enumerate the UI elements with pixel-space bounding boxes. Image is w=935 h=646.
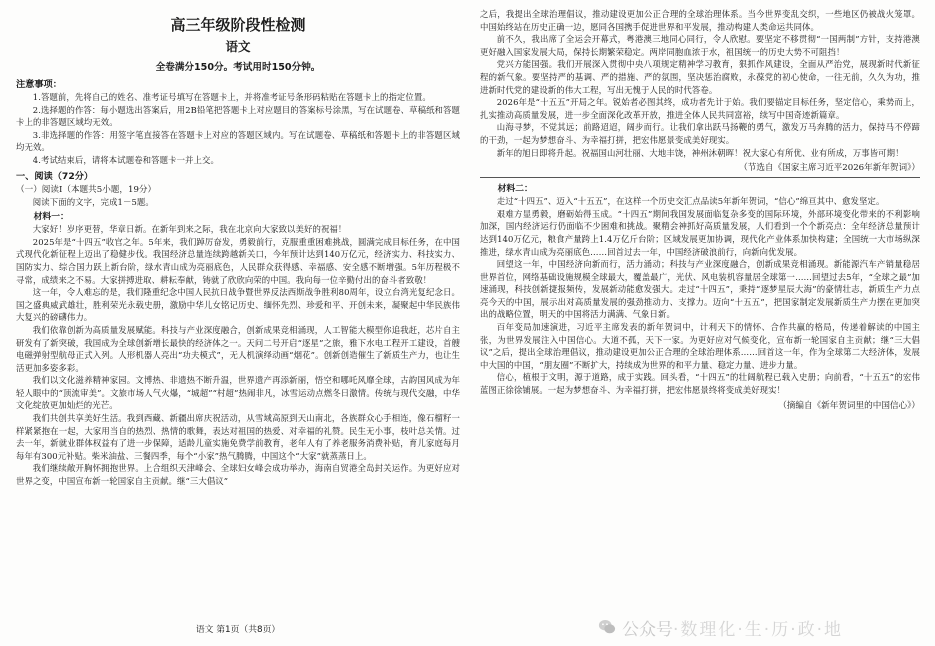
material1-source: （节选自《国家主席习近平2026年新年贺词》） — [739, 163, 920, 174]
left-column — [16, 8, 460, 488]
note-item: 1.答题前，先将自己的姓名、准考证号填写在答题卡上，并将准考证号条形码粘贴在答题卡上的指定位置。 — [32, 92, 431, 102]
note-item: 4.考试结束后，请将本试题卷和答题卡一并上交。 — [32, 154, 219, 165]
material2-label: 材料二： — [497, 184, 533, 195]
material1-paragraph: 之后，我提出全球治理倡议，推动建设更加公正合理的全球治理体系。当今世界变乱交织，一些地区仍被战火笼罩。中国始终站在历史正确一边，愿同各国携手促进世界和平发展，推动构建人类命运共同体。 — [480, 9, 920, 32]
exam-title: 高三年级阶段性检测 — [170, 16, 306, 34]
material1-paragraph: 2026年是“十五五”开局之年。锐始者必图其终，成功者先计于始。我们要锚定目标任务，坚定信心，乘势而上，扎实推动高质量发展，进一步全面深化改革开放，推进全体人民共同富裕，续写中国奇迹新篇章。 — [480, 97, 920, 120]
material1-paragraph: 我们依靠创新为高质量发展赋能。科技与产业深度融合，创新成果竞相涌现，人工智能大模型你追我赶，芯片自主研发有了新突破，我国成为全球创新增长最快的经济体之一。天问二号开启“逐星”之旅，雅下水电工程开工建设，首艘电磁弹射型航母正式入列。人形机器人亮出“功夫模式”，无人机演绎动画“烟花”。创新创造催生了新质生产力，也让生活更加多姿多彩。 — [16, 324, 460, 373]
note-item: 3.非选择题的作答：用签字笔直接答在答题卡上对应的答题区域内。写在试题卷、草稿纸和答题卡上的非答题区域均无效。 — [16, 129, 460, 153]
right-column — [480, 8, 920, 415]
material1-paragraph: 这一年，令人难忘的是，我们隆重纪念中国人民抗日战争暨世界反法西斯战争胜利80周年，设立台湾光复纪念日。国之盛典威武雄壮，胜利荣光永载史册，激励中华儿女铭记历史、缅怀先烈、珍爱和平、开创未来，凝聚起中华民族伟大复兴的磅礴伟力。 — [16, 287, 460, 323]
notes-heading: 注意事项： — [16, 79, 62, 90]
material2-source: （摘编自《新年贺词里的中国信心》） — [778, 400, 920, 411]
material1-paragraph: 我们继续敞开胸怀拥抱世界。上合组织天津峰会、全球妇女峰会成功举办，海南自贸港全岛封关运作。为更好应对世界之变，中国宣布新一轮国家自主贡献。继“三大倡议” — [16, 463, 460, 487]
section-heading: 一、阅读（72分） — [16, 170, 94, 182]
score-line: 全卷满分150分。考试用时150分钟。 — [155, 62, 321, 73]
material1-paragraph: 2025年是“十四五”收官之年。5年来，我们踔厉奋发，勇毅前行，克服重重困难挑战，圆满完成目标任务，在中国式现代化新征程上迈出了稳健步伐。我国经济总量连续跨越新关口，今年预计达到140万亿元，经济实力、科技实力、国防实力、综合国力跃上新台阶，绿水青山成为亮丽底色，人民群众获得感、幸福感、安全感不断增强。5年历程极不寻常，成绩来之不易。大家拼搏进取、耕耘奉献，铸就了欣欣向荣的中国。我向每一位辛勤付出的奋斗者致敬！ — [16, 236, 460, 285]
material1-paragraph: 我们以文化滋养精神家园。文博热、非遗热不断升温，世界遗产再添新丽，悟空和哪吒风靡全球，古韵国风成为年轻人眼中的“顶流审美”。文旅市场人气火爆，“城超”“村超”热闹非凡，冰雪运动点燃冬日激情。传统与现代交融，中华文化绽放更加灿烂的光芒。 — [16, 375, 460, 411]
exam-subject: 语文 — [225, 39, 251, 54]
material2-paragraph: 回望这一年，中国经济向新而行，活力涌动；科技与产业深度融合，创新成果竞相涌现。新能源汽车产销量稳居世界首位，网络基础设施规模全球最大，覆盖最广，光伏、风电装机容量居全球第一……回望过去5年，“全球之最”加速涌现，科技创新捷报频传，发展新动能愈发强大。走过“十四五”，秉持“逐梦星辰大海”的豪情壮志，新质生产力点亮今天的中国，展示出对高质量发展的强劲推动力、支撑力。迈向“十五五”，把国家制定发展新质生产力摆在更加突出的战略位置，明天的中国将活力满满、气象日新。 — [480, 259, 920, 320]
material2-paragraph: 艰难方显勇毅，磨砺始得玉成。“十四五”期间我国发展面临复杂多变的国际环境，外部环境变化带来的不利影响加深，国内经济运行仍面临不少困难和挑战。聚精会神抓好高质量发展，人们看到一个个新亮点：全年经济总量预计达到140万亿元，粮食产量跨上1.4万亿斤台阶；区域发展更加协调，现代化产业体系加快构建；全国统一大市场纵深推进，绿水青山成为亮丽底色……回首过去一年，中国经济破浪前行，向新向优发展。 — [480, 208, 920, 257]
material2-paragraph: 走过“十四五”、迈入“十五五”，在这样一个历史交汇点品读5年新年贺词，“信心”绵亘其中、愈发坚定。 — [496, 196, 885, 207]
material2-paragraph: 百年变局加速演进，习近平主席发表的新年贺词中，计利天下的情怀、合作共赢的格局，传递着解读的中国主张，为世界发展注入中国信心。大道不孤，天下一家。为更好应对气候变化，宣布新一轮国家自主贡献；继“三大倡议”之后，提出全球治理倡议，推动建设更加公正合理的全球治理体系……回首这一年，作为全球第二大经济体，发展中大国的中国，“朋友圈”不断扩大，持续成为世界的和平力量、稳定力量、进步力量。 — [480, 322, 920, 370]
material1-paragraph: 党兴方能国强。我们开展深入贯彻中央八项规定精神学习教育，狠抓作风建设，全面从严治党，展现新时代新征程的新气象。要坚持严的基调、严的措施、严的氛围，坚决惩治腐败，永葆党的初心使命，一往无前，久久为功，推进新时代党的建设新的伟大工程，写出无愧于人民的时代答卷。 — [480, 59, 920, 95]
material1-paragraph: 大家好！岁序更替，华章日新。在新年到来之际，我在北京向大家致以美好的祝福！ — [32, 224, 347, 235]
material1-paragraph: 我们共创共享美好生活。我到西藏、新疆出席庆祝活动，从雪域高原到天山南北，各族群众心手相连，像石榴籽一样紧紧抱在一起，大家用当自的热烈、热情的歌舞，表达对祖国的热爱、对幸福的礼赞。民生无小事，枝叶总关情。过去一年，新就业群体权益有了进一步保障，适龄儿童实施免费学前教育，老年人有了养老服务消费补贴，育儿家庭每月每年有300元补贴。柴米油盐、三餐四季，每个“小家”热气腾腾，中国这个“大家”就蒸蒸日上。 — [16, 413, 460, 461]
material1-paragraph: 山海寻梦，不觉其远；前路迢迢，阔步而行。让我们拿出跃马扬鞭的勇气，激发万马奔腾的活力，保持马不停蹄的干劲，一起为梦想奋斗、为幸福打拼，把宏伟愿景变成美好现实。 — [480, 122, 920, 145]
material2-paragraph: 信心，植根于文明，源于道路，成于实践。回头看，“十四五”的壮阔航程已载入史册；向前看，“十五五”的宏伟蓝图正徐徐铺展。一起为梦想奋斗、为幸福打拼，把宏伟愿景终将变成美好现实！ — [480, 372, 920, 396]
material1-label: 材料一： — [33, 212, 69, 223]
watermark-prefix: 公众号 — [622, 619, 673, 640]
section-instruction: 阅读下面的文字，完成1－5题。 — [32, 196, 154, 207]
page-footer: 语文 第1页（共8页） — [195, 625, 281, 635]
material1-paragraph: 新年的旭日即将升起。祝福国山河壮丽、大地丰饶，神州沐朝晖！祝大家心有所优、业有所成，万事皆可期！ — [496, 147, 904, 158]
wechat-icon — [598, 618, 616, 636]
watermark — [598, 612, 928, 642]
section-subheading: （一）阅读Ⅰ（本题共5小题，19分） — [16, 184, 157, 195]
material-divider — [480, 177, 920, 178]
watermark-masked: ·数理化·生·历·政·地 — [673, 619, 844, 640]
note-item: 2.选择题的作答：每小题选出答案后，用2B铅笔把答题卡上对应题目的答案标号涂黑，写在试题卷、草稿纸和答题卡上的非答题区域均无效。 — [16, 104, 460, 128]
material1-paragraph: 前不久，我出席了全运会开幕式，粤港澳三地同心同行，令人欣慰。要坚定不移贯彻“一国两制”方针，支持港澳更好融入国家发展大局，保持长期繁荣稳定。两岸同胞血浓于水，祖国统一的历史大势不可阻挡！ — [480, 34, 920, 57]
